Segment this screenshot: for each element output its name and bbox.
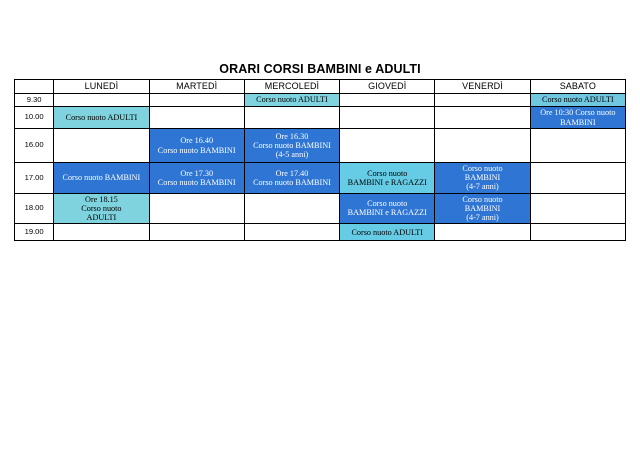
column-header-luned: LUNEDÌ bbox=[54, 80, 149, 94]
cell-text: Ore 17.30 Corso nuoto BAMBINI bbox=[157, 168, 236, 187]
cell-text bbox=[150, 99, 244, 101]
empty-cell bbox=[435, 129, 530, 163]
course-cell[interactable] bbox=[530, 107, 625, 129]
cell-text bbox=[54, 231, 148, 233]
empty-cell bbox=[340, 129, 435, 163]
empty-cell bbox=[244, 224, 339, 241]
course-cell[interactable] bbox=[54, 163, 149, 194]
course-cell[interactable] bbox=[340, 193, 435, 224]
course-cell[interactable] bbox=[530, 94, 625, 107]
course-cell[interactable] bbox=[149, 163, 244, 194]
time-label-9-30: 9.30 bbox=[15, 94, 54, 107]
cell-text: Corso nuoto BAMBINI (4-7 anni) bbox=[462, 164, 503, 192]
empty-cell bbox=[149, 94, 244, 107]
cell-text: Ore 16.30 Corso nuoto BAMBINI (4-5 anni) bbox=[253, 131, 331, 160]
cell-text bbox=[245, 207, 339, 209]
empty-cell bbox=[54, 129, 149, 163]
cell-text: Corso nuoto BAMBINI e RAGAZZI bbox=[347, 199, 427, 218]
cell-text bbox=[340, 99, 434, 101]
empty-cell bbox=[149, 224, 244, 241]
empty-cell bbox=[149, 107, 244, 129]
empty-cell bbox=[340, 94, 435, 107]
cell-text: Corso nuoto ADULTI bbox=[351, 227, 424, 237]
cell-text bbox=[435, 99, 529, 101]
cell-text bbox=[54, 99, 148, 101]
cell-text: Corso nuoto BAMBINI (4-7 anni) bbox=[462, 194, 503, 222]
cell-text bbox=[150, 207, 244, 209]
course-cell[interactable] bbox=[54, 193, 149, 224]
empty-cell bbox=[530, 224, 625, 241]
time-label-17-00: 17.00 bbox=[15, 163, 54, 194]
course-cell[interactable] bbox=[340, 224, 435, 241]
column-header-gioved: GIOVEDÌ bbox=[340, 80, 435, 94]
time-label-19-00: 19.00 bbox=[15, 224, 54, 241]
column-header-mercoled: MERCOLEDÌ bbox=[244, 80, 339, 94]
cell-text bbox=[435, 117, 529, 119]
table-row bbox=[15, 193, 626, 224]
cell-text bbox=[245, 231, 339, 233]
cell-text bbox=[531, 231, 625, 233]
table-header-row bbox=[15, 80, 626, 94]
cell-text bbox=[531, 145, 625, 147]
table-row bbox=[15, 94, 626, 107]
cell-text bbox=[54, 145, 148, 147]
empty-cell bbox=[435, 94, 530, 107]
empty-cell bbox=[530, 163, 625, 194]
cell-text bbox=[245, 117, 339, 119]
cell-text: Corso nuoto BAMBINI bbox=[62, 173, 141, 183]
cell-text: Ore 10:30 Corso nuoto BAMBINI bbox=[540, 108, 616, 127]
course-cell[interactable] bbox=[244, 163, 339, 194]
cell-text: Corso nuoto ADULTI bbox=[256, 95, 328, 105]
table-row bbox=[15, 107, 626, 129]
page-title: ORARI CORSI BAMBINI e ADULTI bbox=[219, 62, 421, 76]
table-row bbox=[15, 129, 626, 163]
cell-text: Corso nuoto BAMBINI e RAGAZZI bbox=[347, 168, 427, 187]
empty-cell bbox=[340, 107, 435, 129]
course-cell[interactable] bbox=[340, 163, 435, 194]
empty-cell bbox=[244, 107, 339, 129]
cell-text bbox=[340, 145, 434, 147]
empty-cell bbox=[149, 193, 244, 224]
cell-text: Corso nuoto ADULTI bbox=[542, 95, 614, 105]
empty-cell bbox=[54, 94, 149, 107]
column-header-marted: MARTEDÌ bbox=[149, 80, 244, 94]
course-cell[interactable] bbox=[244, 94, 339, 107]
time-label-10-00: 10.00 bbox=[15, 107, 54, 129]
empty-cell bbox=[435, 224, 530, 241]
cell-text: Corso nuoto ADULTI bbox=[65, 112, 138, 122]
time-label-18-00: 18.00 bbox=[15, 193, 54, 224]
course-cell[interactable] bbox=[435, 193, 530, 224]
course-cell[interactable] bbox=[244, 129, 339, 163]
time-label-16-00: 16.00 bbox=[15, 129, 54, 163]
cell-text bbox=[435, 145, 529, 147]
cell-text bbox=[150, 231, 244, 233]
table-row bbox=[15, 224, 626, 241]
table-corner-cell bbox=[15, 80, 54, 94]
cell-text: Ore 16.40 Corso nuoto BAMBINI bbox=[157, 136, 236, 155]
cell-text: Ore 17.40 Corso nuoto BAMBINI bbox=[253, 168, 331, 187]
course-cell[interactable] bbox=[435, 163, 530, 194]
cell-text bbox=[435, 231, 529, 233]
cell-text bbox=[340, 117, 434, 119]
cell-text bbox=[150, 117, 244, 119]
cell-text: Ore 18.15 Corso nuoto ADULTI bbox=[81, 194, 122, 222]
course-cell[interactable] bbox=[149, 129, 244, 163]
cell-text bbox=[531, 177, 625, 179]
schedule-table bbox=[14, 79, 626, 241]
empty-cell bbox=[435, 107, 530, 129]
schedule-table-wrapper bbox=[14, 79, 626, 241]
empty-cell bbox=[244, 193, 339, 224]
column-header-sabato: SABATO bbox=[530, 80, 625, 94]
empty-cell bbox=[530, 193, 625, 224]
empty-cell bbox=[530, 129, 625, 163]
course-cell[interactable] bbox=[54, 107, 149, 129]
cell-text bbox=[531, 207, 625, 209]
table-row bbox=[15, 163, 626, 194]
column-header-venerd: VENERDÌ bbox=[435, 80, 530, 94]
empty-cell bbox=[54, 224, 149, 241]
